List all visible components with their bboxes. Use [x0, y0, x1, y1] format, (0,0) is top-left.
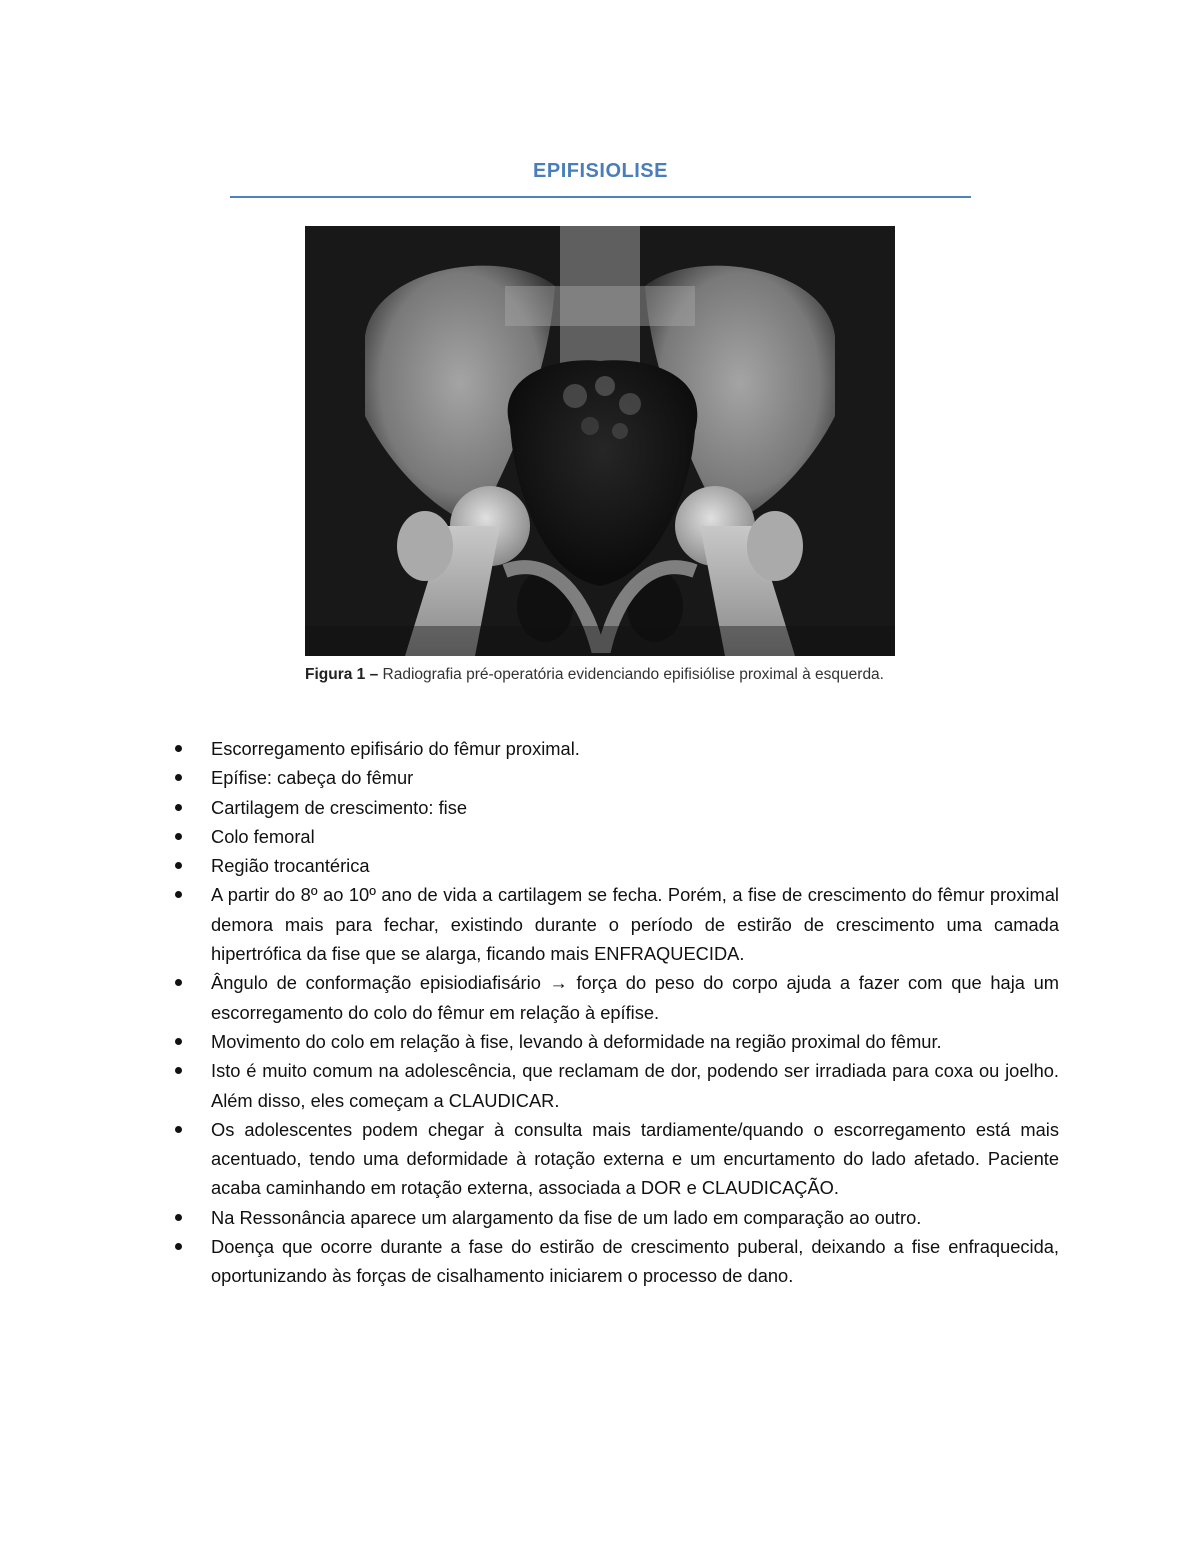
list-item	[173, 1115, 1059, 1203]
list-item-text: Ângulo de conformação episiodiafisário → força do peso do corpo ajuda a fazer com que haja um escorregamento do colo do fêmur em relação à epífise.	[211, 972, 1059, 1023]
bullet-list	[173, 734, 1059, 1291]
bullet-icon	[175, 979, 182, 986]
pelvis-xray-image	[305, 226, 895, 656]
list-item-text: Os adolescentes podem chegar à consulta mais tardiamente/quando o escorregamento está mais acentuado, tendo uma deformidade à rotação externa e um encurtamento do lado afetado. Paciente acaba caminhando em rotação externa, associada a DOR e CLAUDICAÇÃO.	[211, 1118, 1059, 1199]
list-item-text: Doença que ocorre durante a fase do estirão de crescimento puberal, deixando a fise enfraquecida, oportunizando às forças de cisalhamento iniciarem o processo de dano.	[211, 1236, 1059, 1287]
list-item-text: Movimento do colo em relação à fise, levando à deformidade na região proximal do fêmur.	[211, 1030, 942, 1052]
caption-text: Radiografia pré-operatória evidenciando epifisiólise proximal à esquerda.	[382, 666, 884, 683]
page-title: EPIFISIOLISE	[533, 160, 668, 182]
list-item-text: Cartilagem de crescimento: fise	[211, 796, 468, 818]
bullet-icon	[175, 1038, 182, 1045]
list-item-text: Escorregamento epifisário do fêmur proximal.	[211, 738, 580, 759]
figure-caption	[305, 665, 897, 685]
bullet-icon	[175, 774, 182, 781]
list-item-text: Epífise: cabeça do fêmur	[211, 767, 414, 789]
list-item	[173, 851, 1059, 880]
list-item	[173, 734, 1059, 763]
bullet-icon	[175, 1067, 182, 1074]
bullet-icon	[175, 1243, 182, 1250]
list-item	[173, 1027, 1059, 1056]
list-item	[173, 968, 1059, 1027]
list-item	[173, 880, 1059, 968]
bullet-icon	[175, 1214, 182, 1221]
list-item	[173, 793, 1059, 822]
list-item-text: Isto é muito comum na adolescência, que reclamam de dor, podendo ser irradiada para coxa ou joelho. Além disso, eles começam a CLAUDICAR.	[211, 1060, 1059, 1111]
list-item	[173, 1056, 1059, 1115]
bullet-icon	[175, 891, 182, 898]
title-underline	[230, 196, 971, 198]
list-item	[173, 1232, 1059, 1291]
list-item	[173, 822, 1059, 851]
list-item-text: Colo femoral	[211, 825, 315, 847]
bullet-icon	[175, 1126, 182, 1133]
bullet-icon	[175, 745, 182, 752]
list-item-text: Na Ressonância aparece um alargamento da fise de um lado em comparação ao outro.	[211, 1206, 922, 1228]
bullet-icon	[175, 862, 182, 869]
list-item	[173, 1203, 1059, 1232]
bullet-icon	[175, 833, 182, 840]
bullet-icon	[175, 804, 182, 811]
list-item	[173, 763, 1059, 792]
list-item-text: Região trocantérica	[211, 855, 370, 877]
list-item-text: A partir do 8º ao 10º ano de vida a cartilagem se fecha. Porém, a fise de crescimento do fêmur proximal demora mais para fechar, existindo durante o período de estirão de crescimento uma camada hipertrófica da fise que se alarga, ficando mais ENFRAQUECIDA.	[211, 884, 1059, 965]
caption-label: Figura 1 –	[305, 666, 379, 683]
